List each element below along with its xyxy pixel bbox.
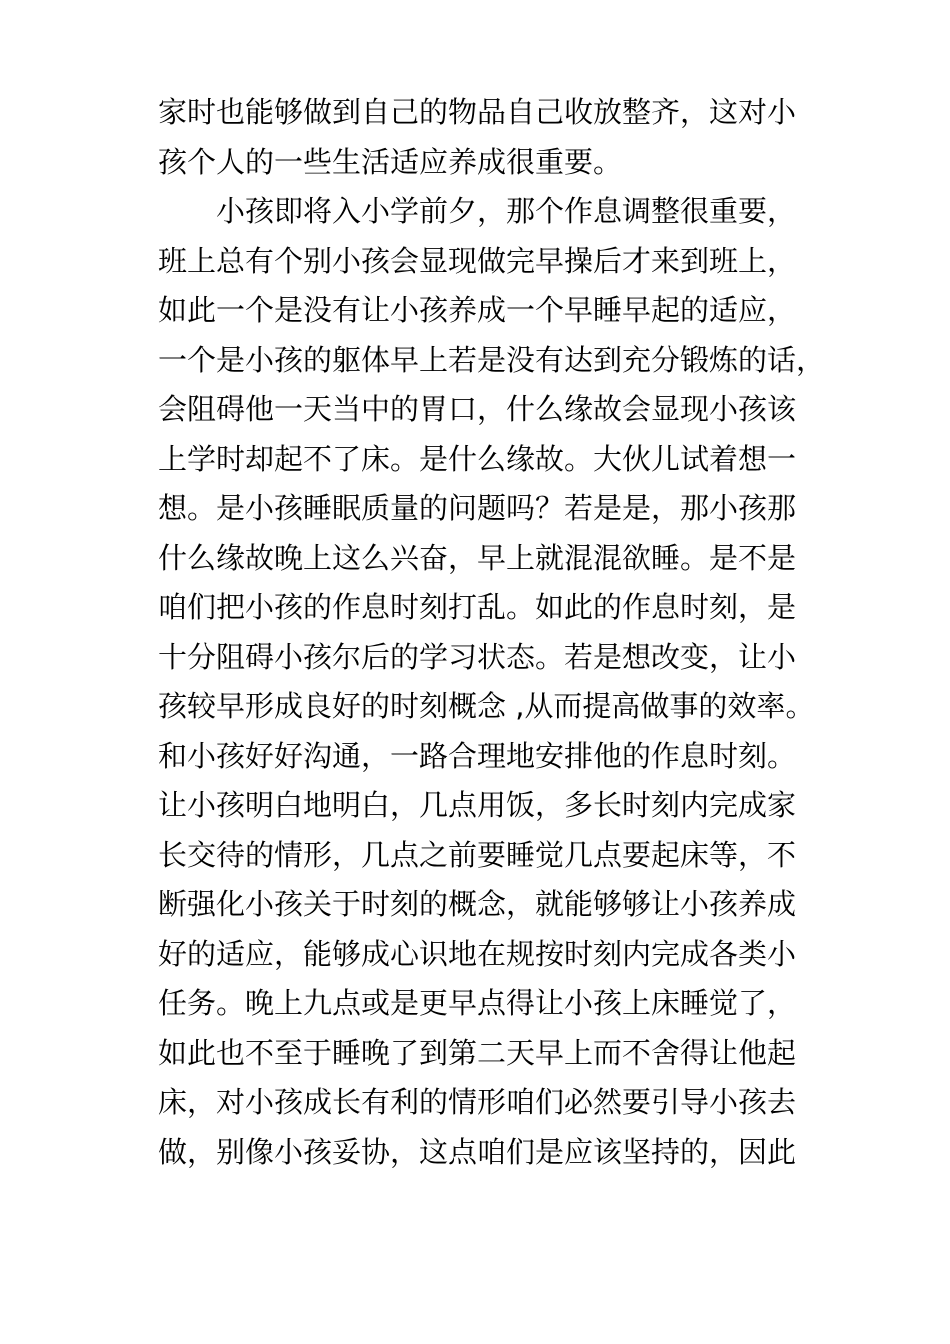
text-line: 好的适应，能够成心识地在规按时刻内完成各类小	[158, 936, 797, 971]
text-line: 想。是小孩睡眠质量的问题吗？若是是，那小孩那	[158, 491, 797, 525]
text-line: 孩较早形成良好的时刻概念 ,从而提高做事的效率。	[158, 689, 815, 723]
text-line: 什么缘故晚上这么兴奋，早上就混混欲睡。是不是	[158, 540, 797, 575]
text-line: 孩个人的一些生活适应养成很重要。	[158, 144, 623, 179]
text-line: 如此一个是没有让小孩养成一个早睡早起的适应，	[158, 293, 797, 327]
text-line: 如此也不至于睡晚了到第二天早上而不舍得让他起	[158, 1035, 797, 1070]
text-line: 家时也能够做到自己的物品自己收放整齐，这对小	[158, 95, 797, 129]
text-line: 床，对小孩成长有利的情形咱们必然要引导小孩去	[158, 1085, 797, 1119]
text-line: 断强化小孩关于时刻的概念，就能够够让小孩养成	[158, 887, 797, 921]
text-line: 会阻碍他一天当中的胃口，什么缘故会显现小孩该	[158, 392, 797, 426]
text-line: 上学时却起不了床。是什么缘故。大伙儿试着想一	[158, 441, 797, 476]
text-line: 和小孩好好沟通，一路合理地安排他的作息时刻。	[158, 738, 797, 773]
paragraph-first-line: 小孩即将入小学前夕，那个作息调整很重要，	[216, 194, 797, 228]
text-line: 长交待的情形，几点之前要睡觉几点要起床等，不	[158, 837, 797, 872]
text-line: 咱们把小孩的作息时刻打乱。如此的作息时刻，是	[158, 590, 797, 624]
text-line: 任务。晚上九点或是更早点得让小孩上床睡觉了，	[158, 986, 797, 1020]
text-line: 做，别像小孩妥协，这点咱们是应该坚持的，因此	[158, 1134, 797, 1169]
text-line: 让小孩明白地明白，几点用饭，多长时刻内完成家	[158, 788, 797, 822]
text-line: 班上总有个别小孩会显现做完早操后才来到班上，	[158, 243, 797, 278]
body-text	[158, 88, 838, 1177]
text-line: 一个是小孩的躯体早上若是没有达到充分锻炼的话，	[158, 342, 826, 377]
text-line: 十分阻碍小孩尔后的学习状态。若是想改变，让小	[158, 639, 797, 674]
